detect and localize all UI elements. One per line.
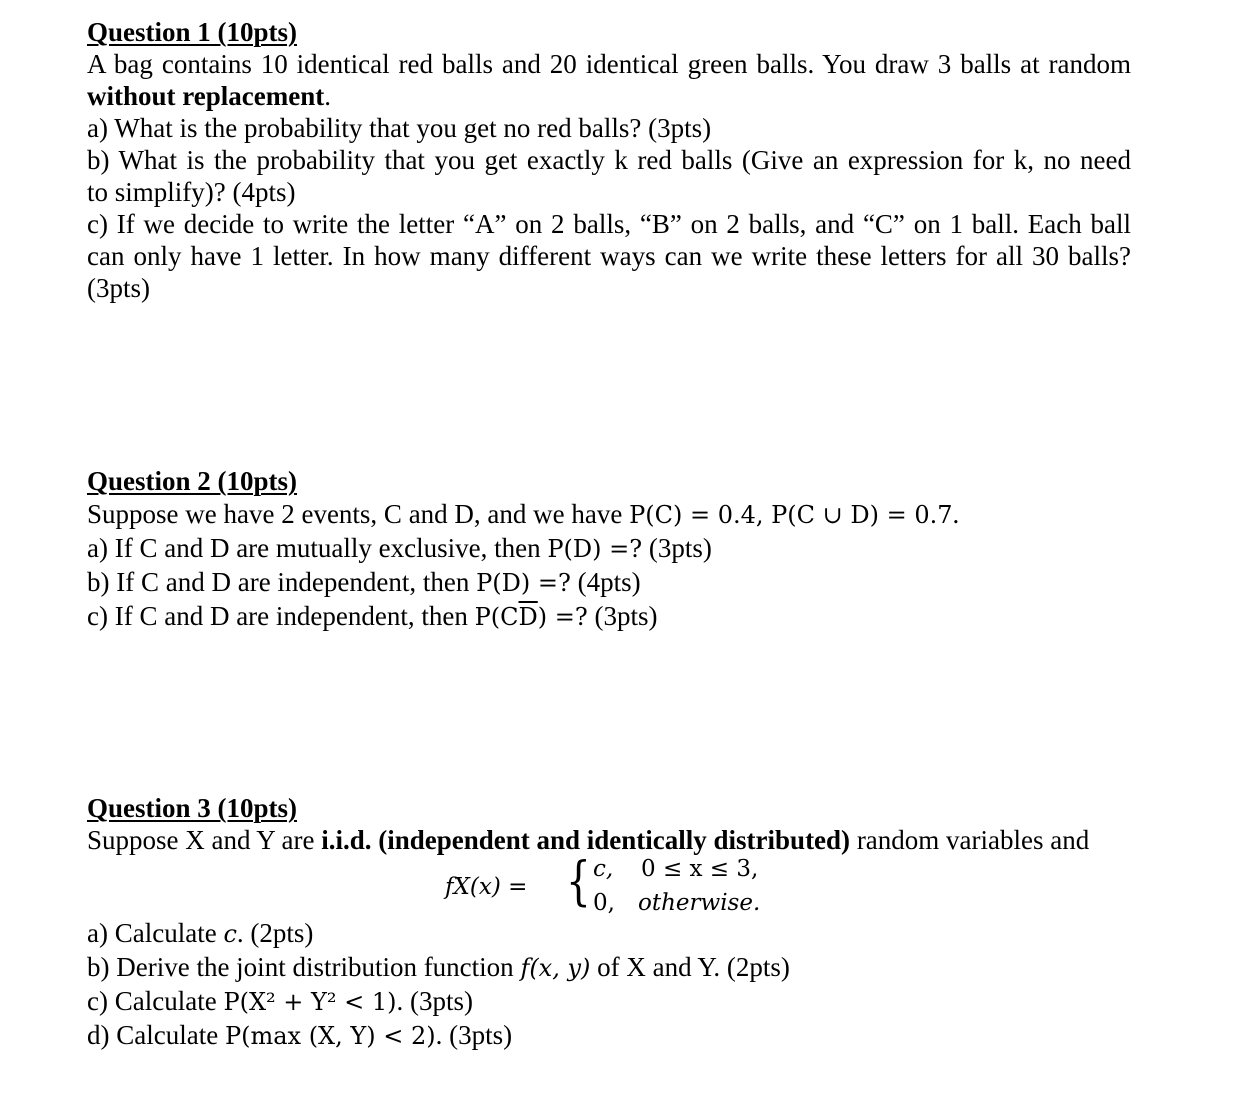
pdf-lhs: fX(x) =	[445, 874, 528, 900]
math-suffix: ) =?	[537, 603, 588, 631]
question-1-part-b-line-1: b) What is the probability that you get exactly k red balls (Give an expression for k, no need	[87, 145, 1131, 175]
question-3-part-d-text: d) Calculate	[87, 1020, 225, 1050]
question-1-part-c-line-1: c) If we decide to write the letter “A” on 2 balls, “B” on 2 balls, and “C” on 1 ball. Each ball	[87, 209, 1131, 239]
question-2-part-c	[87, 600, 1237, 634]
question-1-text-line-2	[87, 80, 1237, 112]
iid-emphasis: i.i.d. (independent and identically distributed)	[321, 825, 851, 855]
question-3-part-c-points: . (3pts)	[396, 986, 473, 1016]
question-3-part-c-math: P(X² + Y² < 1)	[223, 988, 397, 1016]
question-1-part-c-line-2: can only have 1 letter. In how many different ways can we write these letters for all 30 balls?	[87, 241, 1131, 271]
piecewise-pdf	[445, 854, 845, 920]
question-2-part-b-math: P(D) =?	[476, 569, 571, 597]
question-2-part-c-points: (3pts)	[587, 601, 658, 631]
question-2-part-a-text: a) If C and D are mutually exclusive, then	[87, 533, 548, 563]
question-2-title: Question 2 (10pts)	[87, 466, 298, 496]
question-2-intro	[87, 498, 1237, 532]
question-3-title: Question 3 (10pts)	[87, 793, 298, 823]
question-2-part-b-points: (4pts)	[570, 567, 641, 597]
without-replacement-emphasis: without replacement	[87, 81, 325, 111]
question-3-parts	[87, 917, 1237, 1053]
question-3-part-c	[87, 985, 1237, 1019]
question-1-title: Question 1 (10pts)	[87, 17, 298, 47]
question-3-part-a	[87, 917, 1237, 951]
question-2-part-a	[87, 532, 1237, 566]
question-1-part-a: a) What is the probability that you get no red balls? (3pts)	[87, 113, 712, 143]
pdf-case-1-value: c,	[593, 856, 614, 882]
period: .	[952, 499, 960, 529]
question-1-part-b-line-2: to simplify)? (4pts)	[87, 177, 296, 207]
question-2-part-a-points: (3pts)	[642, 533, 712, 563]
question-3-intro-text: Suppose X and Y are	[87, 825, 322, 855]
question-1-text-line-1: A bag contains 10 identical red balls and 20 identical green balls. You draw 3 balls at random	[87, 49, 1131, 79]
pdf-case-1-condition: 0 ≤ x ≤ 3,	[641, 856, 759, 882]
question-2-part-c-text: c) If C and D are independent, then	[87, 601, 475, 631]
question-3-part-b-points: of X and Y. (2pts)	[590, 952, 790, 982]
question-1	[87, 16, 1237, 304]
question-3-part-d-points: . (3pts)	[435, 1020, 513, 1050]
question-2	[87, 465, 1237, 634]
math-prefix: P(C	[474, 603, 519, 631]
pdf-case-2-value: 0,	[593, 890, 615, 916]
pdf-case-2-condition: otherwise.	[638, 890, 761, 916]
complement-d: $\overline{D}$	[518, 603, 538, 631]
question-3-part-b-text: b) Derive the joint distribution function	[87, 952, 521, 982]
question-3-part-a-text: a) Calculate	[87, 918, 224, 948]
question-2-part-a-math: P(D) =?	[547, 535, 643, 563]
question-1-part-c-line-3: (3pts)	[87, 273, 150, 303]
question-3	[87, 792, 1237, 856]
question-3-part-b	[87, 951, 1237, 985]
left-brace: {	[566, 852, 591, 912]
question-2-given-probabilities: P(C) = 0.4, P(C ∪ D) = 0.7	[629, 501, 953, 529]
question-3-part-b-math: f(x, y)	[520, 954, 591, 982]
question-3-part-c-text: c) Calculate	[87, 986, 224, 1016]
question-3-part-d	[87, 1019, 1237, 1053]
question-2-part-b	[87, 566, 1237, 600]
question-3-part-d-math: P(max (X, Y) < 2)	[224, 1022, 436, 1050]
question-2-part-c-math	[475, 603, 588, 631]
question-3-part-a-math: c	[223, 920, 237, 948]
question-3-intro	[87, 824, 1237, 856]
question-2-intro-text: Suppose we have 2 events, C and D, and we have	[87, 499, 630, 529]
question-3-intro-end: random variables and	[850, 825, 1090, 855]
question-3-part-a-points: . (2pts)	[236, 918, 314, 948]
question-2-part-b-text: b) If C and D are independent, then	[87, 567, 477, 597]
period: .	[324, 81, 331, 111]
